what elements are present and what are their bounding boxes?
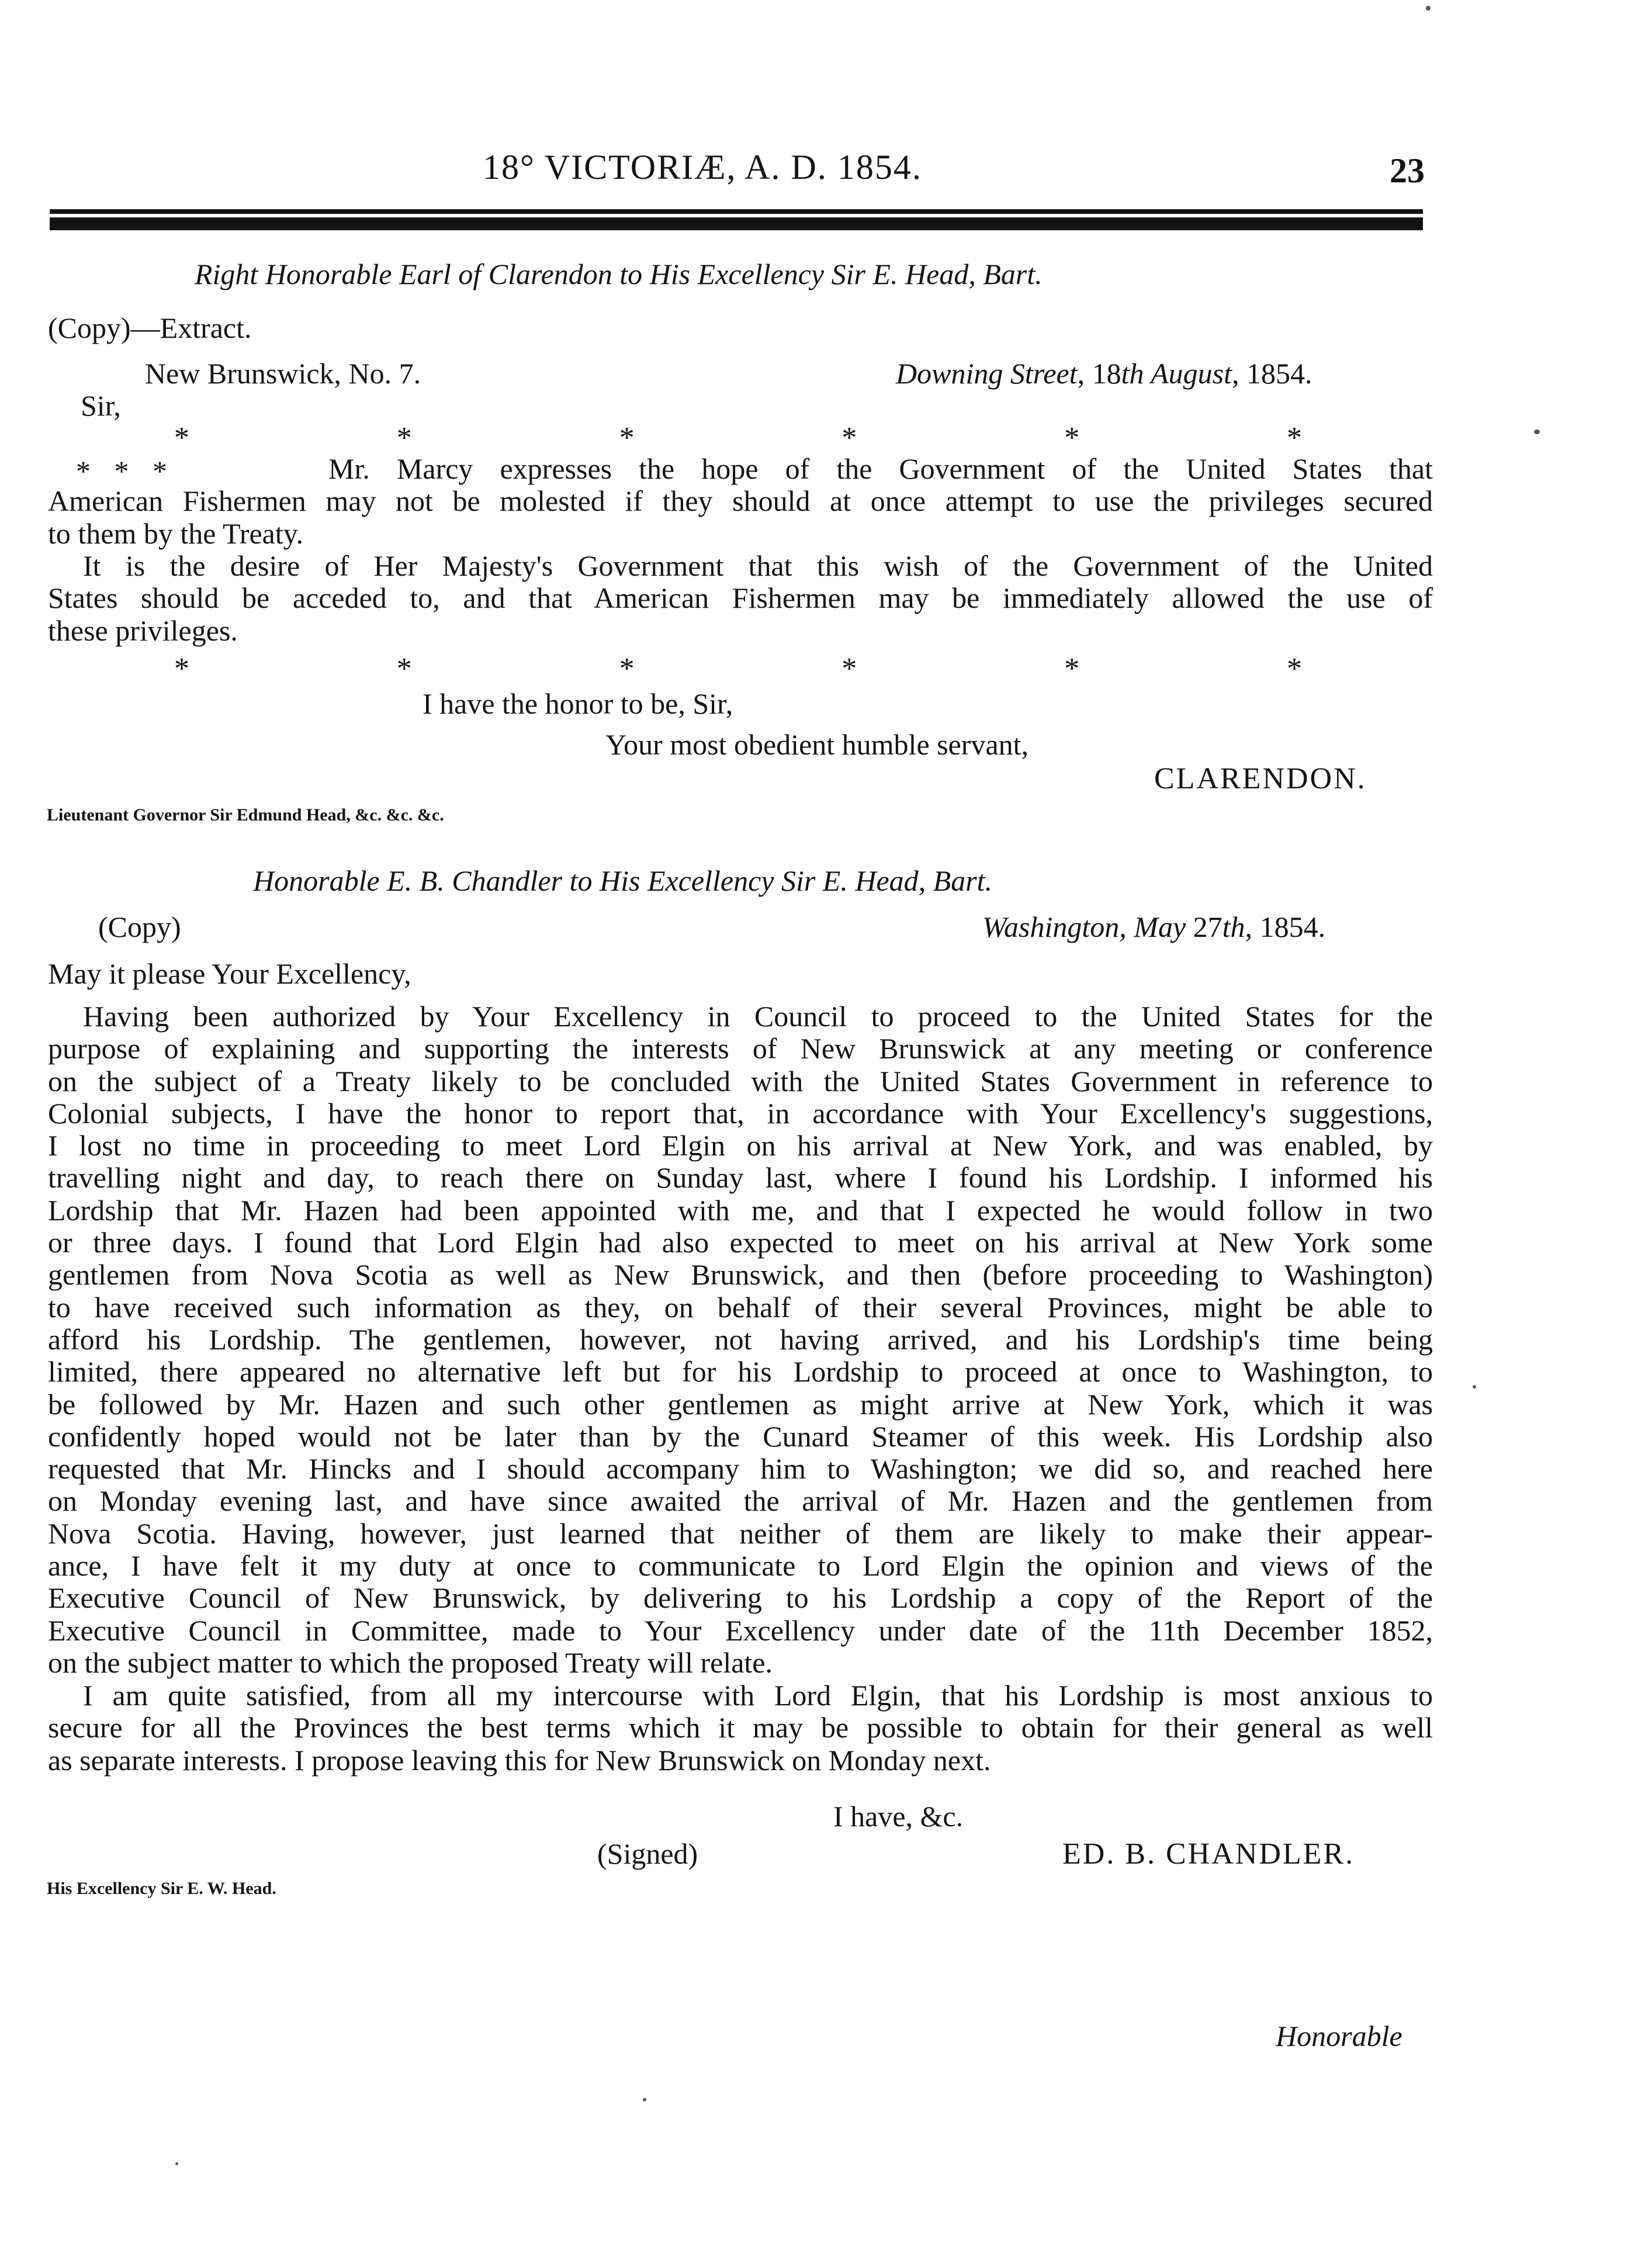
letter1-addressee: Lieutenant Governor Sir Edmund Head, &c. &c. &c. [47, 805, 444, 825]
text-line: on the subject of a Treaty likely to be concluded with the United States Government in reference to [48, 1064, 1433, 1097]
letter1-closing-1: I have the honor to be, Sir, [422, 687, 733, 720]
letter1-copy-label: (Copy)—Extract. [48, 311, 252, 344]
running-head: 18° VICTORIÆ, A. D. 1854. [483, 148, 922, 186]
text-line: purpose of explaining and supporting the interests of New Brunswick at any meeting or conference [48, 1032, 1433, 1065]
text-line: Having been authorized by Your Excellency in Council to proceed to the United States for the [83, 1000, 1433, 1033]
header-rule-thin [50, 209, 1423, 214]
header-rule-thick [50, 217, 1423, 230]
letter1-closing-2: Your most obedient humble servant, [605, 728, 1029, 761]
page-number: 23 [1390, 151, 1425, 190]
star-mark: * [841, 652, 857, 685]
ellipsis-stars-row [174, 652, 1302, 686]
text-line: or three days. I found that Lord Elgin had also expected to meet on his arrival at New York some [48, 1226, 1433, 1259]
letter1-salutation: Sir, [81, 389, 121, 422]
letter2-paragraph-2 [48, 1680, 1433, 1777]
ellipsis-stars-row [174, 421, 1302, 455]
letter2-salutation: May it please Your Excellency, [48, 957, 411, 990]
text-line: requested that Mr. Hincks and I should accompany him to Washington; we did so, and reached here [48, 1452, 1433, 1486]
text-line: Executive Council in Committee, made to Your Excellency under date of the 11th December 1852, [48, 1613, 1433, 1647]
text-line: afford his Lordship. The gentlemen, however, not having arrived, and his Lordship's time being [48, 1322, 1433, 1356]
star-mark: * [1286, 652, 1302, 685]
scan-speck [1426, 6, 1431, 11]
text-line: American Fishermen may not be molested if they should at once attempt to use the privileges secured [48, 484, 1433, 518]
letter2-closing: I have, &c. [833, 1800, 964, 1833]
text-line: on Monday evening last, and have since awaited the arrival of Mr. Hazen and the gentlemen from [48, 1484, 1433, 1518]
signed-label: (Signed) [597, 1837, 698, 1870]
star-mark: * [174, 652, 189, 685]
text-line: be followed by Mr. Hazen and such other gentlemen as might arrive at New York, which it was [48, 1387, 1433, 1421]
text-line: these privileges. [48, 614, 238, 647]
star-mark: * [396, 421, 412, 455]
star-mark: * [1064, 652, 1080, 685]
text-line: confidently hoped would not be later than by the Cunard Steamer of this week. His Lordship also [48, 1419, 1433, 1453]
text-line: It is the desire of Her Majesty's Government that this wish of the Government of the United [83, 549, 1433, 582]
text-line: Colonial subjects, I have the honor to report that, in accordance with Your Excellency's suggestions, [48, 1096, 1433, 1130]
scan-speck [175, 2162, 178, 2165]
text-line: Lordship that Mr. Hazen had been appointed with me, and that I expected he would follow in two [48, 1193, 1433, 1227]
catchword: Honorable [1276, 2020, 1402, 2052]
text-line: secure for all the Provinces the best terms which it may be possible to obtain for their general as well [48, 1711, 1433, 1744]
star-mark: * [619, 652, 635, 685]
star-mark: * [619, 421, 635, 455]
lead-stars: * * * [76, 455, 167, 487]
letter1-signature: CLARENDON. [1154, 762, 1367, 795]
scan-speck [1534, 430, 1540, 434]
text-line: I am quite satisfied, from all my intercourse with Lord Elgin, that his Lordship is most anxious to [83, 1679, 1433, 1712]
letter2-paragraph-1 [48, 1000, 1433, 1679]
text-line: to have received such information as they, on behalf of their several Provinces, might be able to [48, 1290, 1433, 1324]
letter1-heading: Right Honorable Earl of Clarendon to His Excellency Sir E. Head, Bart. [195, 258, 1043, 290]
text-line: travelling night and day, to reach there on Sunday last, where I found his Lordship. I informed his [48, 1161, 1433, 1194]
star-mark: * [841, 421, 857, 455]
scan-speck [643, 2098, 646, 2101]
text-line: limited, there appeared no alternative left but for his Lordship to proceed at once to Washington, to [48, 1355, 1433, 1388]
letter1-reference: New Brunswick, No. 7. [145, 357, 421, 390]
letter2-copy-label: (Copy) [98, 910, 181, 943]
text-line: Nova Scotia. Having, however, just learned that neither of them are likely to make their appear- [48, 1516, 1433, 1550]
text-line: gentlemen from Nova Scotia as well as New Brunswick, and then (before proceeding to Washington) [48, 1258, 1433, 1291]
text-line: Executive Council of New Brunswick, by delivering to his Lordship a copy of the Report of the [48, 1581, 1433, 1615]
text-line: I lost no time in proceeding to meet Lord Elgin on his arrival at New York, and was enabled, by [48, 1129, 1433, 1162]
letter1-place-date: Downing Street, 18th August, 1854. [896, 357, 1312, 390]
letter2-place-date: Washington, May 27th, 1854. [982, 910, 1326, 943]
letter1-paragraph-1 [48, 453, 1433, 550]
text-line: States should be acceded to, and that American Fishermen may be immediately allowed the use of [48, 581, 1433, 615]
letter1-paragraph-2 [48, 550, 1433, 647]
scan-speck [1473, 1385, 1476, 1388]
text-line: as separate interests. I propose leaving this for New Brunswick on Monday next. [48, 1743, 991, 1777]
star-mark: * [174, 421, 189, 455]
text-line: on the subject matter to which the proposed Treaty will relate. [48, 1646, 773, 1679]
star-mark: * [1286, 421, 1302, 455]
letter2-signature: ED. B. CHANDLER. [1062, 1837, 1355, 1871]
letter2-heading: Honorable E. B. Chandler to His Excellency Sir E. Head, Bart. [253, 864, 993, 897]
letter2-addressee: His Excellency Sir E. W. Head. [47, 1879, 276, 1898]
star-mark: * [1064, 421, 1080, 455]
text-line: Mr. Marcy expresses the hope of the Government of the United States that [328, 452, 1433, 485]
text-line: to them by the Treaty. [48, 517, 304, 550]
star-mark: * [396, 652, 412, 685]
text-line: ance, I have felt it my duty at once to communicate to Lord Elgin the opinion and views of the [48, 1549, 1433, 1583]
